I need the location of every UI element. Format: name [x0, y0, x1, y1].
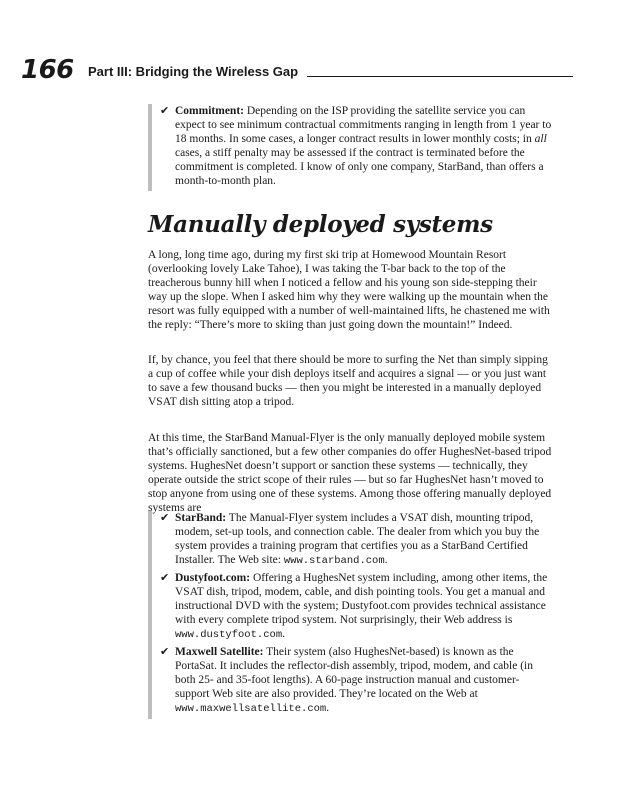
- bullet-text: Offering a HughesNet system including, among other items, the VSAT dish, tripod, modem, cable, and dish pointing tools. You get a manual and instructional DVD with the system; Dustyfoot.com provides technical assistance with every complete tripod system. Not surprisingly, their Web address is: [175, 572, 548, 626]
- page-number: 166: [21, 55, 74, 85]
- paragraph-ski-story: A long, long time ago, during my first ski trip at Homewood Mountain Resort (overlooking lovely Lake Tahoe), I was taking the T-bar back to the top of the treacherous bunny hill when I noticed a fellow and his young son side-stepping their way up the slope. When I asked him why they were walking up the mountain when the resort was fully equipped with a number of well-maintained lifts, he chastened me with the reply: “There’s more to skiing than just going down the mountain!” Indeed.: [148, 249, 550, 331]
- bullet-head: StarBand:: [175, 512, 227, 524]
- paragraph-starband-intro: At this time, the StarBand Manual-Flyer is the only manually deployed mobile system that’s officially sanctioned, but a few other companies do offer HughesNet-based tripod systems. HughesNet doesn’t support or sanction these systems — technically, they operate outside the strict scope of their rules — but so far HughesNet hasn’t moved to stop anyone from using one of these systems. Among those offering manually deployed systems are: [148, 432, 552, 514]
- bullet-head: Maxwell Satellite:: [175, 646, 264, 658]
- list-item: [162, 104, 552, 188]
- checkmark-icon: ✔: [160, 511, 170, 524]
- checkmark-icon: ✔: [160, 104, 170, 117]
- part-title: Part III: Bridging the Wireless Gap: [88, 64, 299, 79]
- bullet-head: Dustyfoot.com:: [175, 572, 251, 584]
- bullet-text: cases, a stiff penalty may be assessed if the contract is terminated before the commitment is completed. I know of only one company, StarBand, than offers a month-to-month plan.: [175, 147, 544, 187]
- checkmark-icon: ✔: [160, 645, 170, 658]
- paragraph-manual-dish: If, by chance, you feel that there should be more to surfing the Net than simply sipping a cup of coffee while your dish deploys itself and acquires a signal — or you just want to save a few thousand bucks — then you might be interested in a manually deployed VSAT dish sitting atop a tripod.: [148, 354, 548, 408]
- bullet-emphasis: all: [534, 133, 547, 145]
- bullet-head: Commitment:: [175, 105, 244, 117]
- list-item: ✔ Maxwell Satellite: Their system (also HughesNet-based) is known as the PortaSat. It includes the reflector-dish assembly, tripod, modem, and cable (in both 25- and 35-foot lengths). A 60-page instruction manual and customer-support Web site are also provided. They’re located on the Web at www.maxwellsatellite.com.: [160, 645, 533, 715]
- page-header: [21, 56, 553, 84]
- web-address: www.starband.com: [283, 555, 385, 567]
- bullet-text: Their system (also HughesNet-based) is known as the PortaSat. It includes the reflector-dish assembly, tripod, modem, and cable (in both 25- and 35-foot lengths). A 60-page instruction manual and customer-support Web site are also provided. They’re located on the Web at: [175, 646, 533, 700]
- commitment-bullet-block: [148, 104, 552, 191]
- bullet-text: The Manual-Flyer system includes a VSAT dish, mounting tripod, modem, set-up tools, and connection cable. The dealer from which you buy the system provides a training program that certifies you as a StarBand Certified Installer. The Web site:: [175, 512, 540, 566]
- providers-bullet-block: [148, 511, 552, 719]
- bullet-text: Depending on the ISP providing the satellite service you can expect to see minimum contractual commitments ranging in length from 1 year to 18 months. In some cases, a longer contract results in lower monthly costs; in: [175, 105, 552, 145]
- checkmark-icon: ✔: [160, 571, 170, 584]
- header-rule: [307, 76, 573, 77]
- list-item: ✔ Dustyfoot.com: Offering a HughesNet system including, among other items, the VSAT dish, tripod, modem, cable, and dish pointing tools. You get a manual and instructional DVD with the system; Dustyfoot.com provides technical assistance with every complete tripod system. Not surprisingly, their Web address is www.dustyfoot.com.: [160, 571, 548, 641]
- section-heading: Manually deployed systems: [148, 211, 493, 238]
- list-item: ✔ StarBand: The Manual-Flyer system includes a VSAT dish, mounting tripod, modem, set-up tools, and connection cable. The dealer from which you buy the system provides a training program that certifies you as a StarBand Certified Installer. The Web site: www.starband.com.: [160, 511, 540, 567]
- web-address: www.maxwellsatellite.com: [175, 703, 327, 715]
- web-address: www.dustyfoot.com: [175, 629, 283, 641]
